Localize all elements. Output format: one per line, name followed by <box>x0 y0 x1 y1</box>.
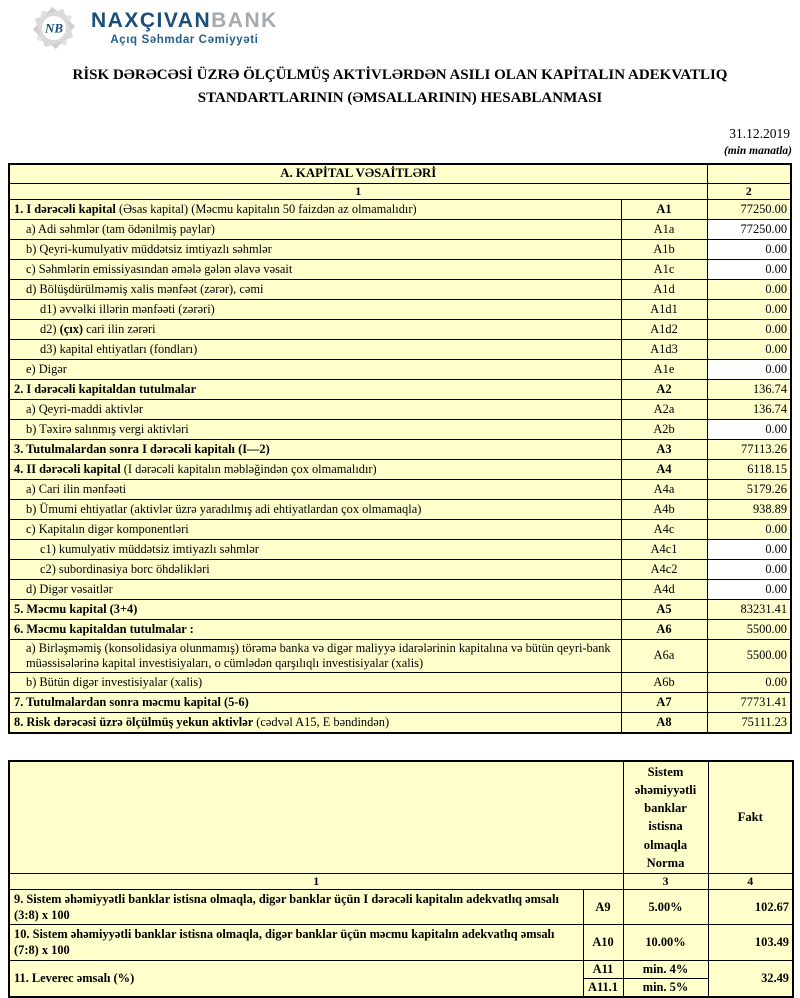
row-label: c) Kapitalın digər komponentləri <box>9 519 621 539</box>
capital-row <box>9 379 791 399</box>
unit-note: (min manatla) <box>723 144 792 157</box>
ratio-header-norma: Sistem əhəmiyyətli banklar istisna olmaqla Norma <box>623 761 708 874</box>
row-code: A6b <box>621 672 707 692</box>
row-label: b) Qeyri-kumulyativ müddətsiz imtiyazlı səhmlər <box>9 239 621 259</box>
row-label: b) Bütün digər investisiyalar (xalis) <box>9 672 621 692</box>
row-value: 0.00 <box>707 559 791 579</box>
row-code: A2 <box>621 379 707 399</box>
row-label: d3) kapital ehtiyatları (fondları) <box>9 339 621 359</box>
capital-row <box>9 279 791 299</box>
row-code: A1d2 <box>621 319 707 339</box>
row-value: 0.00 <box>707 239 791 259</box>
row-formula: (3:8) x 100 <box>14 908 70 923</box>
capital-row <box>9 559 791 579</box>
capital-section-header-row <box>9 164 791 184</box>
row-label: c) Səhmlərin emissiyasından əmələ gələn əlavə vəsait <box>9 259 621 279</box>
row-label: 4. II dərəcəli kapital (I dərəcəli kapitalın məbləğindən çox olmamalıdır) <box>9 459 621 479</box>
row-value: 0.00 <box>707 299 791 319</box>
row-code: A4c <box>621 519 707 539</box>
row-label: 10. Sistem əhəmiyyətli banklar istisna olmaqla, digər banklar üçün məcmu kapitalın adekvatlıq əmsalı (7:8) x 100 <box>9 925 583 960</box>
col-number-fakt: 4 <box>708 874 793 890</box>
row-code: A4c1 <box>621 539 707 559</box>
row-label: 7. Tutulmalardan sonra məcmu kapital (5-6) <box>9 692 621 712</box>
row-code: A2b <box>621 419 707 439</box>
row-code: A1 <box>621 199 707 219</box>
row-value: 0.00 <box>707 319 791 339</box>
row-label: d1) əvvəlki illərin mənfəəti (zərəri) <box>9 299 621 319</box>
row-value: 938.89 <box>707 499 791 519</box>
capital-row <box>9 579 791 599</box>
capital-row <box>9 619 791 639</box>
bank-monogram: NB <box>44 20 64 36</box>
row-label: b) Təxirə salınmış vergi aktivləri <box>9 419 621 439</box>
row-label: d2) (çıx) cari ilin zərəri <box>9 319 621 339</box>
row-code: A4d <box>621 579 707 599</box>
row-value: 5179.26 <box>707 479 791 499</box>
row-norma: min. 5% <box>623 978 708 997</box>
row-code: A7 <box>621 692 707 712</box>
capital-column-number-row <box>9 183 791 199</box>
bank-logo <box>26 4 278 52</box>
row-code: A6a <box>621 639 707 672</box>
row-label: a) Birləşməmiş (konsolidasiya olunmamış) törəmə banka və digər maliyyə idarələrinin kapitalına və bütün qeyri-bank müəssisələrinə kapital investisiyaları, o cümlədən qarşılıqlı investisiyalar (xalis) <box>9 639 621 672</box>
row-code: A1d <box>621 279 707 299</box>
row-code: A5 <box>621 599 707 619</box>
row-value: 5500.00 <box>707 639 791 672</box>
ratio-column-number-row <box>9 874 793 890</box>
row-value: 0.00 <box>707 419 791 439</box>
capital-table <box>8 163 792 734</box>
row-value: 77250.00 <box>707 199 791 219</box>
row-code: A4a <box>621 479 707 499</box>
row-code: A3 <box>621 439 707 459</box>
row-norma: min. 4% <box>623 960 708 978</box>
bank-name-secondary: BANK <box>211 9 278 32</box>
row-label: c2) subordinasiya borc öhdəlikləri <box>9 559 621 579</box>
row-value: 0.00 <box>707 519 791 539</box>
report-title: RİSK DƏRƏCƏSİ ÜZRƏ ÖLÇÜLMÜŞ AKTİVLƏRDƏN ASILI OLAN KAPİTALIN ADEKVATLIQ STANDARTLARININ (ƏMSALLARININ) HESABLANMASI <box>72 67 728 107</box>
row-code: A11 <box>583 960 623 978</box>
col-number-label: 1 <box>9 874 623 890</box>
capital-row <box>9 479 791 499</box>
row-fakt: 32.49 <box>708 960 793 997</box>
row-label: c1) kumulyativ müddətsiz imtiyazlı səhmlər <box>9 539 621 559</box>
row-value: 5500.00 <box>707 619 791 639</box>
row-label: e) Digər <box>9 359 621 379</box>
row-label: a) Qeyri-maddi aktivlər <box>9 399 621 419</box>
row-label: 9. Sistem əhəmiyyətli banklar istisna olmaqla, digər banklar üçün I dərəcəli kapitalın adekvatlıq əmsalı (3:8) x 100 <box>9 890 583 925</box>
ratio-table <box>8 760 794 998</box>
row-code: A9 <box>583 890 623 925</box>
row-code: A8 <box>621 712 707 733</box>
row-code: A4b <box>621 499 707 519</box>
capital-table-body <box>9 199 791 733</box>
report-date: 31.12.2019 <box>729 125 790 141</box>
ratio-header-fakt: Fakt <box>708 761 793 874</box>
row-code: A2a <box>621 399 707 419</box>
col-number-value: 2 <box>707 183 791 199</box>
bank-name <box>91 10 278 31</box>
capital-row <box>9 239 791 259</box>
row-code: A6 <box>621 619 707 639</box>
capital-row <box>9 539 791 559</box>
row-label: 6. Məcmu kapitaldan tutulmalar : <box>9 619 621 639</box>
row-label: 11. Leverec əmsalı (%) <box>9 960 583 997</box>
row-label: a) Cari ilin mənfəəti <box>9 479 621 499</box>
row-label: 1. I dərəcəli kapital (Əsas kapital) (Məcmu kapitalın 50 faizdən az olmamalıdır) <box>9 199 621 219</box>
row-value: 77250.00 <box>707 219 791 239</box>
capital-row <box>9 199 791 219</box>
row-value: 0.00 <box>707 259 791 279</box>
row-code: A10 <box>583 925 623 960</box>
row-label: 3. Tutulmalardan sonra I dərəcəli kapitalı (I—2) <box>9 439 621 459</box>
row-value: 77731.41 <box>707 692 791 712</box>
row-code: A4c2 <box>621 559 707 579</box>
col-number-norma: 3 <box>623 874 708 890</box>
capital-row <box>9 639 791 672</box>
ratio-row-9 <box>9 890 793 925</box>
row-value: 0.00 <box>707 672 791 692</box>
bank-subtitle: Açıq Səhmdar Cəmiyyəti <box>110 34 259 46</box>
ratio-row-11 <box>9 960 793 978</box>
capital-row <box>9 519 791 539</box>
row-fakt: 102.67 <box>708 890 793 925</box>
capital-row <box>9 672 791 692</box>
row-value: 75111.23 <box>707 712 791 733</box>
capital-row <box>9 339 791 359</box>
ratio-row-10 <box>9 925 793 960</box>
row-code: A1d3 <box>621 339 707 359</box>
row-code: A1c <box>621 259 707 279</box>
row-value: 0.00 <box>707 539 791 559</box>
capital-row <box>9 399 791 419</box>
row-fakt: 103.49 <box>708 925 793 960</box>
col-number-label: 1 <box>9 183 707 199</box>
row-value: 0.00 <box>707 579 791 599</box>
capital-row <box>9 599 791 619</box>
row-value: 6118.15 <box>707 459 791 479</box>
ratio-header-row <box>9 761 793 874</box>
row-code: A11.1 <box>583 978 623 997</box>
row-formula: (7:8) x 100 <box>14 943 70 958</box>
row-value: 136.74 <box>707 379 791 399</box>
row-code: A1d1 <box>621 299 707 319</box>
row-norma: 10.00% <box>623 925 708 960</box>
row-value: 83231.41 <box>707 599 791 619</box>
row-value: 0.00 <box>707 339 791 359</box>
row-label: 8. Risk dərəcəsi üzrə ölçülmüş yekun aktivlər (cədvəl A15, E bəndindən) <box>9 712 621 733</box>
capital-row <box>9 419 791 439</box>
capital-row <box>9 499 791 519</box>
capital-row <box>9 319 791 339</box>
capital-row <box>9 219 791 239</box>
row-label: b) Ümumi ehtiyatlar (aktivlər üzrə yaradılmış adi ehtiyatlardan çox olmamaqla) <box>9 499 621 519</box>
capital-row <box>9 299 791 319</box>
capital-row <box>9 359 791 379</box>
row-value: 0.00 <box>707 359 791 379</box>
capital-header-spacer <box>707 164 791 184</box>
row-code: A4 <box>621 459 707 479</box>
row-code: A1e <box>621 359 707 379</box>
capital-row <box>9 692 791 712</box>
capital-section-title: A. KAPİTAL VƏSAİTLƏRİ <box>9 164 707 184</box>
row-label: 2. I dərəcəli kapitaldan tutulmalar <box>9 379 621 399</box>
row-value: 0.00 <box>707 279 791 299</box>
row-label: d) Digər vəsaitlər <box>9 579 621 599</box>
row-value: 136.74 <box>707 399 791 419</box>
row-value: 77113.26 <box>707 439 791 459</box>
bank-name-primary: NAXÇIVAN <box>91 9 212 32</box>
capital-row <box>9 712 791 733</box>
row-norma: 5.00% <box>623 890 708 925</box>
capital-row <box>9 439 791 459</box>
row-code: A1a <box>621 219 707 239</box>
row-label: a) Adi səhmlər (tam ödənilmiş paylar) <box>9 219 621 239</box>
ratio-header-spacer <box>9 761 623 874</box>
capital-row <box>9 459 791 479</box>
bank-emblem-icon <box>26 4 82 52</box>
row-label: d) Bölüşdürülməmiş xalis mənfəət (zərər), cəmi <box>9 279 621 299</box>
row-code: A1b <box>621 239 707 259</box>
row-label: 5. Məcmu kapital (3+4) <box>9 599 621 619</box>
capital-row <box>9 259 791 279</box>
